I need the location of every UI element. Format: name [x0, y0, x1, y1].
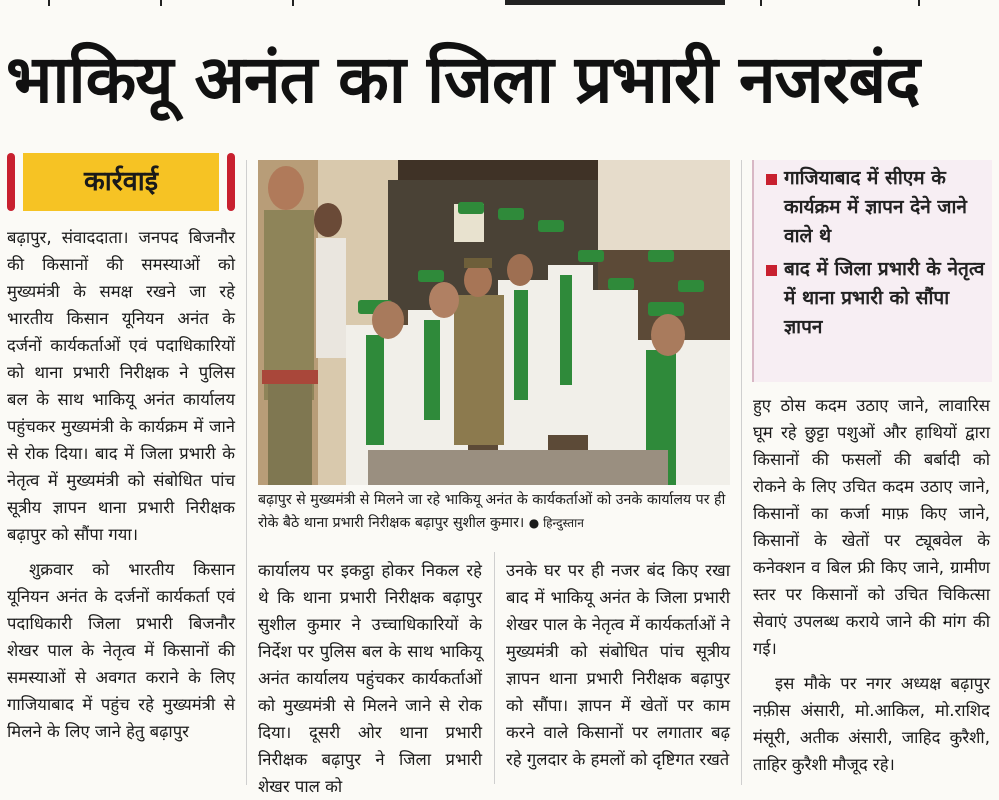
section-badge: [7, 153, 235, 211]
highlight-text: गाजियाबाद में सीएम के कार्यक्रम में ज्ञापन देने जाने वाले थे: [784, 167, 967, 247]
bullet-square-icon: [766, 174, 777, 185]
photo-caption: [258, 489, 730, 539]
bullet-square-icon: [766, 265, 777, 276]
highlight-item: [754, 164, 992, 251]
article-column-2: [258, 557, 482, 796]
paragraph: शुक्रवार को भारतीय किसान यूनियन अनंत के दर्जनों कार्यकर्ता एवं पदाधिकारी जिला प्रभारी बिजनौर शेखर पाल के नेतृत्व में किसानों की समस्याओं से अवगत कराने के लिए गाजियाबाद में पहुंच रहे मुख्यमंत्री से मिलने के लिए जाने हेतु बढ़ापुर: [7, 560, 235, 741]
paragraph: हुए ठोस कदम उठाए जाने, लावारिस घूम रहे छुट्टा पशुओं और हाथियों द्वारा किसानों की फसलों की बर्बादी को रोकने के लिए उचित कदम उठाए जाने, किसानों का कर्जा माफ़ किए जाने, किसानों के खेतों पर ट्यूबवेल के कनेक्शन व बिल फ्री किए जाने, ग्रामीण स्तर पर किसानों को उचित चिकित्सा सेवाएं उपलब्ध कराये जाने की मांग की गई।: [753, 396, 990, 658]
headline: भाकियू अनंत का जिला प्रभारी नजरबंद: [6, 41, 920, 118]
highlight-item: [754, 255, 992, 342]
paragraph: कार्यालय पर इकट्ठा होकर निकल रहे थे कि थाना प्रभारी निरीक्षक बढ़ापुर सुशील कुमार ने उच्चाधिकारियों के निर्देश पर पुलिस बल के साथ भाकियू अनंत कार्यालय पहुंचकर कार्यकर्ताओं को मुख्यमंत्री से मिलने जाने से रोक दिया। दूसरी ओर थाना प्रभारी निरीक्षक बढ़ापुर ने जिला प्रभारी शेखर पाल को: [258, 561, 482, 796]
highlights-box: [752, 160, 992, 382]
article-column-3: [506, 557, 730, 785]
top-strip: [0, 0, 999, 18]
article-column-1: [7, 224, 235, 784]
paragraph: उनके घर पर ही नजर बंद किए रखा बाद में भाकियू अनंत के जिला प्रभारी शेखर पाल के नेतृत्व में कार्यकर्ताओं ने मुख्यमंत्री को संबोधित पांच सूत्रीय ज्ञापन थाना प्रभारी निरीक्षक बढ़ापुर को सौंपा। ज्ञापन में खेतों पर काम करने वाले किसानों पर लगातार बढ़ रहे गुलदार के हमलों को दृष्टिगत रखते: [506, 561, 730, 769]
highlight-text: बाद में जिला प्रभारी के नेतृत्व में थाना प्रभारी को सौंपा ज्ञापन: [784, 258, 985, 338]
paragraph: बढ़ापुर, संवाददाता। जनपद बिजनौर की किसानों की समस्याओं को मुख्यमंत्री के समक्ष रखने जा रहे भारतीय किसान यूनियन अनंत के दर्जनों कार्यकर्ताओं एवं पदाधिकारियों को थाना प्रभारी निरीक्षक ने पुलिस बल के साथ भाकियू अनंत कार्यालय पहुंचकर मुख्यमंत्री के कार्यक्रम में जाने से रोक दिया। बाद में जिला प्रभारी के नेतृत्व में मुख्यमंत्री को संबोधित पांच सूत्रीय ज्ञापन थाना प्रभारी निरीक्षक बढ़ापुर को सौंपा गया।: [7, 228, 235, 544]
caption-text: बढ़ापुर से मुख्यमंत्री से मिलने जा रहे भाकियू अनंत के कार्यकर्ताओं को उनके कार्यालय पर ही रोके बैठे थाना प्रभारी निरीक्षक बढ़ापुर सुशील कुमार।: [258, 492, 726, 531]
paragraph: इस मौके पर नगर अध्यक्ष बढ़ापुर नफ़ीस अंसारी, मो.आकिल, मो.राशिद मंसूरी, अतीक अंसारी, जाहिद कुरैशी, ताहिर कुरैशी मौजूद रहे।: [753, 674, 990, 774]
caption-credit: ● हिन्दुस्तान: [528, 516, 584, 530]
photo-illustration: [258, 160, 730, 485]
news-photo: [258, 160, 730, 485]
article-column-4: [753, 392, 990, 785]
section-badge-label: कार्रवाई: [23, 153, 219, 211]
